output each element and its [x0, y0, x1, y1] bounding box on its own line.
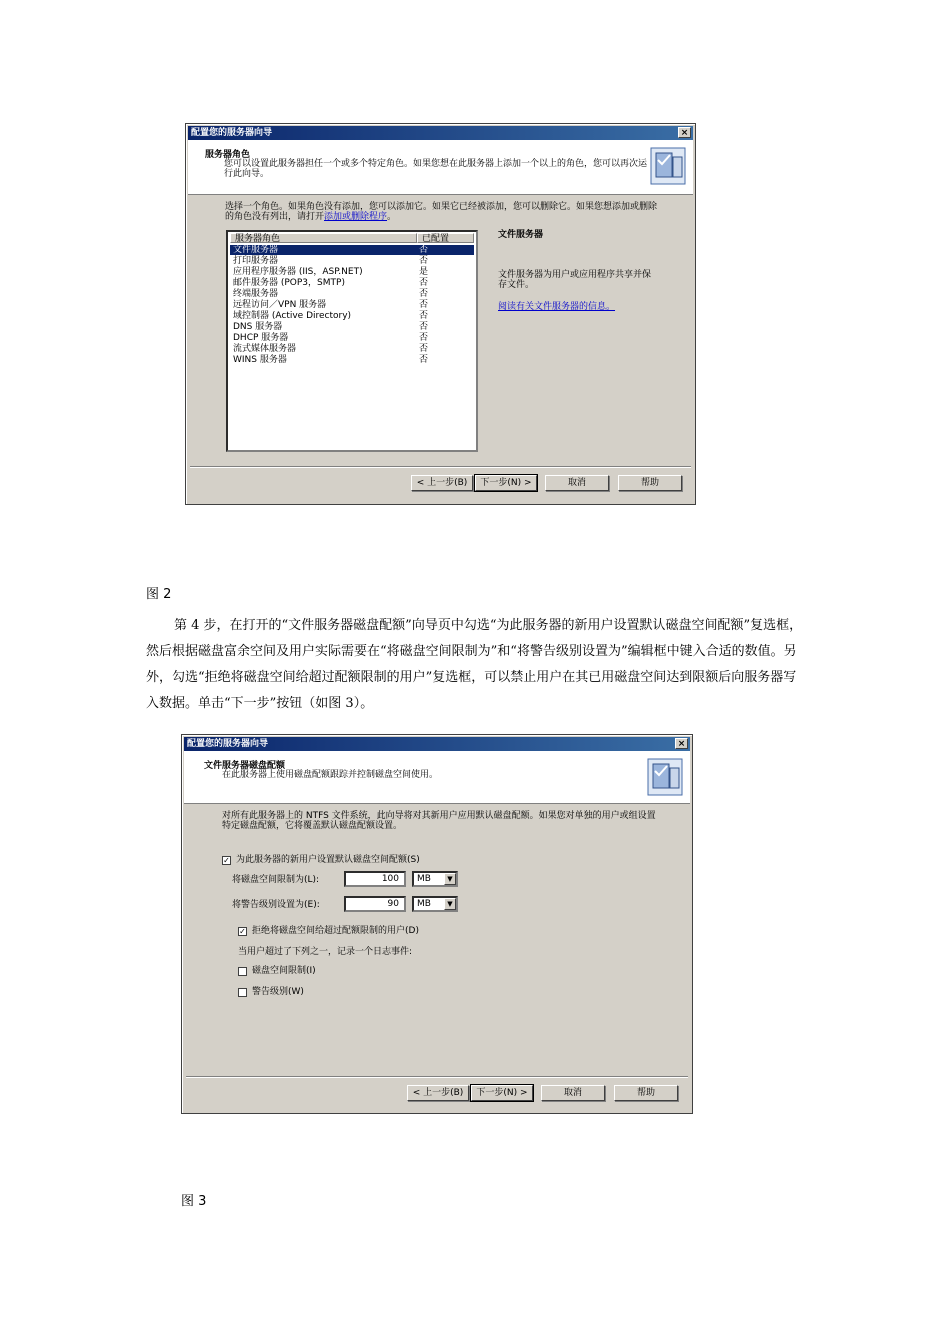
role-configured: 否 [419, 289, 429, 299]
title-bar [188, 126, 693, 140]
list-item[interactable] [230, 344, 474, 354]
list-header [230, 233, 474, 244]
deny-space-checkbox[interactable]: ✓ [239, 927, 246, 936]
warning-label: 将警告级别设置为(E): [232, 900, 320, 910]
list-item[interactable] [230, 311, 474, 321]
role-name: 终端服务器 [233, 289, 279, 299]
role-configured: 否 [419, 311, 429, 321]
list-item[interactable] [230, 267, 474, 277]
help-button[interactable]: 帮助 [614, 1085, 678, 1101]
wizard-dialog-disk-quota [181, 734, 693, 1114]
list-item[interactable] [230, 245, 474, 255]
button-divider [190, 466, 691, 468]
chevron-down-icon[interactable]: ▼ [444, 873, 456, 885]
default-quota-label: 为此服务器的新用户设置默认磁盘空间配额(S) [236, 855, 420, 865]
role-name: WINS 服务器 [233, 355, 287, 365]
header-title: 服务器角色 [205, 150, 251, 160]
detail-title: 文件服务器 [498, 230, 544, 240]
role-configured: 否 [419, 245, 429, 255]
column-header-configured[interactable]: 已配置 [417, 233, 474, 243]
read-more-link[interactable]: 阅读有关文件服务器的信息。 [498, 302, 616, 312]
log-warning-label: 警告级别(W) [252, 987, 304, 997]
list-item[interactable] [230, 256, 474, 266]
warning-unit-select[interactable]: MB ▼ [412, 896, 458, 912]
role-configured: 否 [419, 322, 429, 332]
wizard-header [188, 140, 693, 195]
role-name: 域控制器 (Active Directory) [233, 311, 352, 321]
close-button[interactable]: × [675, 738, 688, 749]
role-name: 应用程序服务器 (IIS，ASP.NET) [233, 267, 363, 277]
back-button[interactable]: < 上一步(B) [407, 1085, 469, 1101]
default-quota-checkbox[interactable]: ✓ [223, 856, 230, 865]
window-title: 配置您的服务器向导 [191, 128, 273, 138]
list-item[interactable] [230, 333, 474, 343]
next-button[interactable]: 下一步(N) > [471, 1085, 533, 1101]
title-bar [184, 737, 690, 751]
header-description: 在此服务器上使用磁盘配额跟踪并控制磁盘空间使用。 [222, 770, 439, 780]
button-divider [186, 1076, 688, 1078]
column-header-role[interactable]: 服务器角色 [230, 233, 417, 243]
role-name: 打印服务器 [233, 256, 279, 266]
close-button[interactable]: × [678, 127, 691, 138]
role-configured: 否 [419, 300, 429, 310]
log-warning-checkbox[interactable] [238, 988, 247, 997]
step-4-text: 第 4 步，在打开的“文件服务器磁盘配额”向导页中勾选“为此服务器的新用户设置默认磁盘空间配额”复选框，然后根据磁盘富余空间及用户实际需要在“将磁盘空间限制为”和“将警告级别设置为”编辑框中键入合适的数值。另外，勾选“拒绝将磁盘空间给超过配额限制的用户”复选框，可以禁止用户在其已用磁盘空间达到限额后向服务器写入数据。单击“下一步”按钮（如图 3）。 [146, 618, 803, 711]
deny-space-label: 拒绝将磁盘空间给超过配额限制的用户(D) [252, 926, 419, 936]
header-description: 您可以设置此服务器担任一个或多个特定角色。如果您想在此服务器上添加一个以上的角色，您可以再次运行此向导。 [224, 159, 648, 179]
role-configured: 否 [419, 278, 429, 288]
list-item[interactable] [230, 322, 474, 332]
body-paragraph [146, 613, 806, 717]
add-remove-programs-link[interactable]: 添加或删除程序 [324, 212, 388, 222]
chevron-down-icon[interactable]: ▼ [444, 898, 456, 910]
role-configured: 否 [419, 344, 429, 354]
figure-caption-3: 图 3 [181, 1194, 207, 1209]
role-name: DHCP 服务器 [233, 333, 289, 343]
list-item[interactable] [230, 300, 474, 310]
cancel-button[interactable]: 取消 [541, 1085, 605, 1101]
list-item[interactable] [230, 289, 474, 299]
detail-description: 文件服务器为用户或应用程序共享并保存文件。 [498, 270, 652, 290]
role-configured: 否 [419, 355, 429, 365]
wizard-dialog-server-role [185, 123, 696, 505]
log-event-label: 当用户超过了下列之一，记录一个日志事件: [238, 947, 413, 957]
next-button[interactable]: 下一步(N) > [475, 475, 537, 491]
help-button[interactable]: 帮助 [618, 475, 682, 491]
limit-value-input[interactable]: 100 [344, 871, 406, 887]
limit-label: 将磁盘空间限制为(L): [232, 875, 320, 885]
instruction-text: 对所有此服务器上的 NTFS 文件系统，此向导将对其新用户应用默认磁盘配额。如果您对单独的用户或组设置特定磁盘配额，它将覆盖默认磁盘配额设置。 [222, 811, 656, 831]
role-configured: 否 [419, 333, 429, 343]
role-name: DNS 服务器 [233, 322, 283, 332]
role-name: 流式媒体服务器 [233, 344, 297, 354]
server-role-list[interactable] [226, 230, 478, 452]
log-limit-checkbox[interactable] [238, 967, 247, 976]
server-wizard-icon [646, 757, 684, 797]
list-item[interactable] [230, 355, 474, 365]
warning-value-input[interactable]: 90 [344, 896, 406, 912]
back-button[interactable]: < 上一步(B) [411, 475, 473, 491]
role-configured: 否 [419, 256, 429, 266]
window-title: 配置您的服务器向导 [187, 739, 269, 749]
role-name: 文件服务器 [233, 245, 279, 255]
wizard-header [184, 751, 690, 804]
role-name: 远程访问／VPN 服务器 [233, 300, 327, 310]
role-configured: 是 [419, 267, 429, 277]
header-title: 文件服务器磁盘配额 [204, 761, 286, 771]
instruction-text: 选择一个角色。如果角色没有添加，您可以添加它。如果它已经被添加，您可以删除它。如果您想添加或删除的角色没有列出，请打开添加或删除程序。 [225, 202, 658, 222]
list-item[interactable] [230, 278, 474, 288]
role-name: 邮件服务器 (POP3，SMTP) [233, 278, 345, 288]
cancel-button[interactable]: 取消 [545, 475, 609, 491]
server-wizard-icon [649, 146, 687, 186]
limit-unit-select[interactable]: MB ▼ [412, 871, 458, 887]
log-limit-label: 磁盘空间限制(I) [252, 966, 316, 976]
figure-caption-2: 图 2 [146, 587, 172, 602]
